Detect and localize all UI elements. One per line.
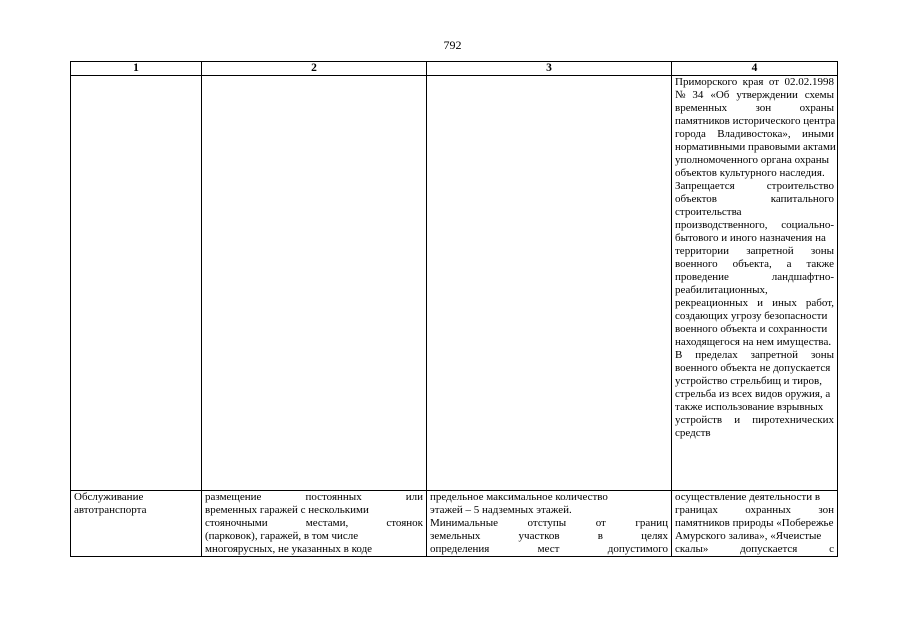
page-number: 792 — [443, 38, 462, 52]
cell-word: допустимого — [607, 543, 668, 555]
cell-word: мест — [537, 543, 560, 555]
cell-word: охраны — [799, 102, 834, 114]
cell-line: устройство стрельбищ и тиров, — [675, 375, 822, 387]
cell-line: военного объекта не допускается — [675, 362, 831, 374]
cell-word: границ — [635, 517, 668, 529]
row2-col3-cell — [427, 491, 672, 557]
cell-word: военного — [675, 258, 718, 270]
cell-line: автотранспорта — [74, 504, 147, 516]
cell-line — [430, 517, 668, 530]
cell-line: временных гаражей с несколькими — [205, 504, 369, 516]
cell-line — [205, 517, 423, 530]
cell-word: и — [734, 414, 741, 426]
cell-line — [675, 180, 834, 193]
cell-word: города — [675, 128, 706, 140]
cell-line: средств — [675, 427, 711, 439]
row1-col3-cell — [427, 76, 672, 491]
cell-line: нормативными правовыми актами — [675, 141, 836, 153]
cell-word: зоны — [810, 349, 834, 361]
cell-line: строительства — [675, 206, 742, 218]
cell-line — [675, 504, 834, 517]
cell-word: или — [405, 491, 423, 503]
cell-word: также — [806, 258, 834, 270]
cell-line: многоярусных, не указанных в коде — [205, 543, 373, 555]
cell-word: территории — [675, 245, 730, 257]
column-header-2: 2 — [202, 62, 427, 76]
cell-line: находящегося на нем имущества. — [675, 336, 832, 348]
cell-line: объектов культурного наследия. — [675, 167, 825, 179]
cell-word: запретной — [750, 349, 799, 361]
cell-word: зоны — [810, 245, 834, 257]
row1-col2-cell — [202, 76, 427, 491]
cell-word: отступы — [527, 517, 567, 529]
cell-word: капитального — [770, 193, 834, 205]
cell-line — [675, 543, 834, 556]
cell-line — [675, 102, 834, 115]
cell-word: строительство — [766, 180, 834, 192]
cell-word: Запрещается — [675, 180, 735, 192]
cell-line — [675, 128, 834, 141]
cell-word: проведение — [675, 271, 729, 283]
cell-word: временных — [675, 102, 728, 114]
cell-word: постоянных — [305, 491, 362, 503]
cell-word: стоянок — [386, 517, 423, 529]
cell-word: № — [675, 89, 686, 101]
row2-col2-cell — [202, 491, 427, 557]
cell-line: этажей – 5 надземных этажей. — [430, 504, 572, 516]
cell-line — [675, 258, 834, 271]
cell-word: участков — [518, 530, 560, 542]
row1-col4-cell — [672, 76, 838, 491]
cell-line — [430, 530, 668, 543]
row2-col1-cell — [71, 491, 202, 557]
cell-line — [675, 271, 834, 284]
cell-word: в — [597, 530, 603, 542]
cell-line: военного объекта и сохранности — [675, 323, 828, 335]
cell-word: определения — [430, 543, 490, 555]
cell-word: производственного, — [675, 219, 768, 231]
cell-word: объектов — [675, 193, 717, 205]
cell-word: зон — [755, 102, 772, 114]
cell-line — [430, 543, 668, 556]
table-row — [71, 76, 838, 491]
cell-word: допускается — [740, 543, 798, 555]
column-header-3: 3 — [427, 62, 672, 76]
cell-word: пиротехнических — [752, 414, 834, 426]
cell-word: края — [742, 76, 764, 88]
cell-line: бытового и иного назначения на — [675, 232, 826, 244]
cell-word: скалы» — [675, 543, 709, 555]
cell-word: зон — [818, 504, 834, 516]
cell-word: утверждении — [736, 89, 798, 101]
cell-line — [675, 76, 834, 89]
table-header-row — [71, 62, 838, 76]
cell-word: рекреационных — [675, 297, 749, 309]
cell-line: уполномоченного органа охраны — [675, 154, 830, 166]
cell-line: (парковок), гаражей, в том числе — [205, 530, 359, 542]
cell-word: устройств — [675, 414, 723, 426]
cell-word: запретной — [746, 245, 794, 257]
cell-line: реабилитационных, — [675, 284, 768, 296]
row1-col1-cell — [71, 76, 202, 491]
cell-word: стояночными — [205, 517, 268, 529]
cell-line: Обслуживание — [74, 491, 144, 503]
cell-word: Приморского — [675, 76, 738, 88]
cell-line: стрельба из всех видов оружия, а — [675, 388, 831, 400]
table-row — [71, 491, 838, 557]
cell-word: от — [595, 517, 606, 529]
cell-line — [675, 414, 834, 427]
cell-word: иными — [801, 128, 834, 140]
cell-word: 34 — [692, 89, 704, 101]
cell-word: а — [786, 258, 792, 270]
cell-word: объекта, — [732, 258, 772, 270]
cell-word: схемы — [804, 89, 834, 101]
cell-word: социально- — [781, 219, 834, 231]
cell-line: Амурского залива», «Ячеистые — [675, 530, 822, 542]
cell-line: осуществление деятельности в — [675, 491, 821, 503]
cell-line: памятников исторического центра — [675, 115, 836, 127]
cell-line — [675, 193, 834, 206]
cell-line: также использование взрывных — [675, 401, 824, 413]
row2-col4-cell — [672, 491, 838, 557]
cell-word: охранных — [745, 504, 792, 516]
cell-word: местами, — [305, 517, 349, 529]
cell-word: пределах — [695, 349, 738, 361]
cell-word: с — [829, 543, 834, 555]
column-header-4: 4 — [672, 62, 838, 76]
cell-word: границах — [675, 504, 718, 516]
cell-word: В — [675, 349, 683, 361]
cell-line — [675, 89, 834, 102]
cell-line: предельное максимальное количество — [430, 491, 608, 503]
cell-word: целях — [641, 530, 668, 542]
cell-line — [675, 349, 834, 362]
regulation-table — [70, 61, 838, 557]
column-header-1: 1 — [71, 62, 202, 76]
cell-line: памятников природы «Побережье — [675, 517, 834, 529]
cell-line — [675, 245, 834, 258]
cell-line — [675, 297, 834, 310]
cell-line — [675, 219, 834, 232]
cell-word: земельных — [430, 530, 481, 542]
cell-word: и — [757, 297, 764, 309]
cell-word: Минимальные — [430, 517, 498, 529]
cell-word: «Об — [710, 89, 730, 101]
cell-word: иных — [772, 297, 797, 309]
cell-word: от — [768, 76, 780, 88]
cell-word: размещение — [205, 491, 262, 503]
cell-word: 02.02.1998 — [784, 76, 834, 88]
cell-word: ландшафтно- — [771, 271, 834, 283]
cell-word: работ, — [805, 297, 834, 309]
cell-line: создающих угрозу безопасности — [675, 310, 828, 322]
cell-line — [205, 491, 423, 504]
cell-word: Владивостока», — [717, 128, 791, 140]
